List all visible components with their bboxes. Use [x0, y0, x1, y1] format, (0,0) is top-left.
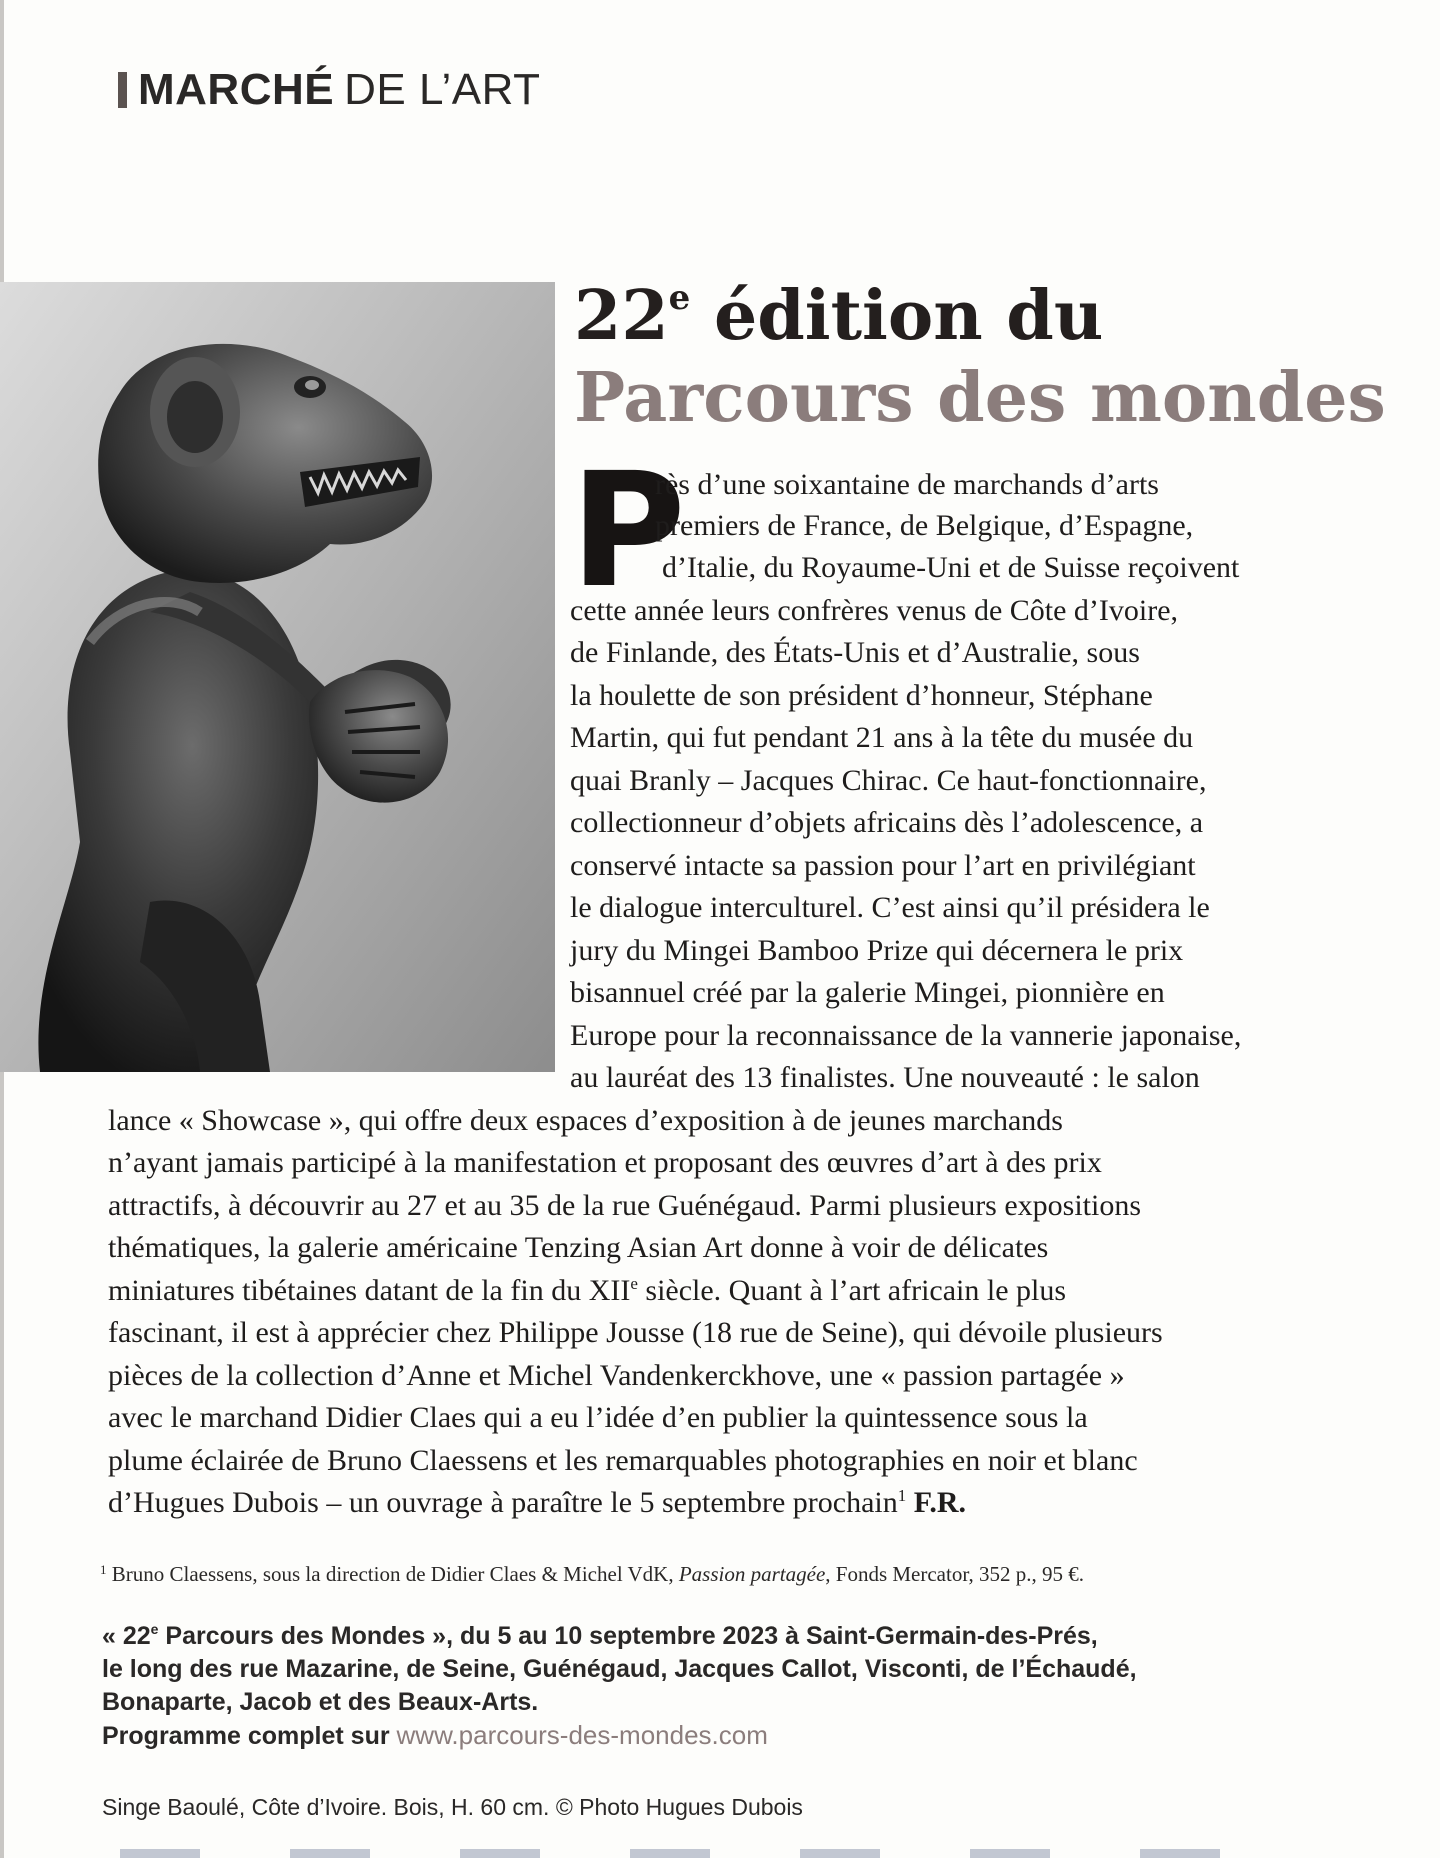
- body-line: cette année leurs confrères venus de Côte d’Ivoire,: [570, 594, 1179, 627]
- body-line: rès d’une soixantaine de marchands d’arts: [655, 468, 1159, 501]
- body-line: bisannuel créé par la galerie Mingei, pionnière en: [570, 976, 1165, 1009]
- body-line: premiers de France, de Belgique, d’Espagne,: [655, 509, 1194, 542]
- body-line: Europe pour la reconnaissance de la vannerie japonaise,: [570, 1019, 1242, 1052]
- rubric-bar: [118, 72, 127, 108]
- headline-rest: édition du: [690, 276, 1104, 356]
- body-line: conservé intacte sa passion pour l’art en privilégiant: [570, 849, 1196, 882]
- body-line: avec le marchand Didier Claes qui a eu l’idée d’en publier la quintessence sous la: [108, 1401, 1088, 1434]
- body-line: n’ayant jamais participé à la manifestation et proposant des œuvres d’art à des prix: [108, 1146, 1102, 1179]
- body-space: [906, 1486, 914, 1519]
- body-line-part: siècle. Quant à l’art africain le plus: [637, 1274, 1067, 1307]
- body-line: le dialogue interculturel. C’est ainsi qu’il présidera le: [570, 891, 1210, 924]
- headline-line1: [574, 276, 1374, 362]
- body-line: de Finlande, des États-Unis et d’Australie, sous: [570, 636, 1140, 669]
- footnote-book-title: Passion partagée: [678, 1562, 826, 1586]
- info-sup: e: [150, 1621, 159, 1637]
- body-line: plume éclairée de Bruno Claessens et les remarquables photographies en noir et blanc: [108, 1444, 1138, 1477]
- body-line: pièces de la collection d’Anne et Michel Vandenkerckhove, une « passion partagée »: [108, 1359, 1125, 1392]
- rubric-strong: MARCHÉ: [138, 65, 335, 114]
- drop-cap: P: [570, 439, 686, 623]
- info-line: le long des rue Mazarine, de Seine, Guénégaud, Jacques Callot, Visconti, de l’Échaudé,: [102, 1655, 1137, 1683]
- sculpture-photo: [0, 282, 555, 1072]
- article-headline: [574, 276, 1386, 438]
- photo-caption: Singe Baoulé, Côte d’Ivoire. Bois, H. 60 cm. © Photo Hugues Dubois: [102, 1794, 803, 1820]
- body-line: attractifs, à découvrir au 27 et au 35 de la rue Guénégaud. Parmi plusieurs expositions: [108, 1189, 1142, 1222]
- body-line: collectionneur d’objets africains dès l’adolescence, a: [570, 806, 1204, 839]
- body-line: lance « Showcase », qui offre deux espaces d’exposition à de jeunes marchands: [108, 1104, 1063, 1137]
- info-text: « 22: [102, 1622, 151, 1650]
- body-line: [108, 1483, 966, 1523]
- body-line: Martin, qui fut pendant 21 ans à la tête du musée du: [570, 721, 1194, 754]
- body-line: au lauréat des 13 finalistes. Une nouveauté : le salon: [570, 1061, 1200, 1094]
- body-line: jury du Mingei Bamboo Prize qui décernera le prix: [570, 934, 1184, 967]
- body-line: fascinant, il est à apprécier chez Philippe Jousse (18 rue de Seine), qui dévoile plusieurs: [108, 1316, 1163, 1349]
- body-line: quai Branly – Jacques Chirac. Ce haut-fonctionnaire,: [570, 764, 1207, 797]
- century-sup: e: [630, 1274, 638, 1293]
- next-page-edge: [120, 1849, 1290, 1858]
- footnote-text-end: , Fonds Mercator, 352 p., 95 €.: [825, 1562, 1084, 1586]
- program-label: Programme complet sur: [102, 1722, 397, 1750]
- footnote-mark: 1: [100, 1562, 107, 1577]
- event-info: [102, 1620, 1362, 1752]
- body-line: la houlette de son président d’honneur, Stéphane: [570, 679, 1153, 712]
- info-line: Bonaparte, Jacob et des Beaux-Arts.: [102, 1688, 539, 1716]
- monkey-sculpture-image: [0, 282, 555, 1072]
- footnote-ref: 1: [897, 1486, 907, 1505]
- section-rubric: [118, 66, 540, 114]
- info-line: [102, 1620, 1362, 1653]
- info-line: [102, 1719, 1362, 1752]
- rubric-light: DE L’ART: [344, 65, 541, 114]
- footnote-text: Bruno Claessens, sous la direction de Didier Claes & Michel VdK,: [106, 1562, 679, 1586]
- body-line: thématiques, la galerie américaine Tenzing Asian Art donne à voir de délicates: [108, 1231, 1049, 1264]
- footnote: [100, 1562, 1084, 1587]
- info-text: Parcours des Mondes », du 5 au 10 septembre 2023 à Saint-Germain-des-Prés,: [158, 1622, 1098, 1650]
- headline-line2: Parcours des mondes: [574, 358, 1386, 438]
- headline-sup: e: [668, 278, 691, 318]
- body-line: [108, 1271, 1066, 1311]
- body-line-part: d’Hugues Dubois – un ouvrage à paraître le 5 septembre prochain: [108, 1486, 898, 1519]
- headline-number: 22: [574, 276, 669, 356]
- body-line: d’Italie, du Royaume-Uni et de Suisse reçoivent: [662, 551, 1240, 584]
- body-line-part: miniatures tibétaines datant de la fin du XII: [108, 1274, 631, 1307]
- author-signature: F.R.: [913, 1486, 966, 1519]
- website-link[interactable]: www.parcours-des-mondes.com: [396, 1720, 768, 1750]
